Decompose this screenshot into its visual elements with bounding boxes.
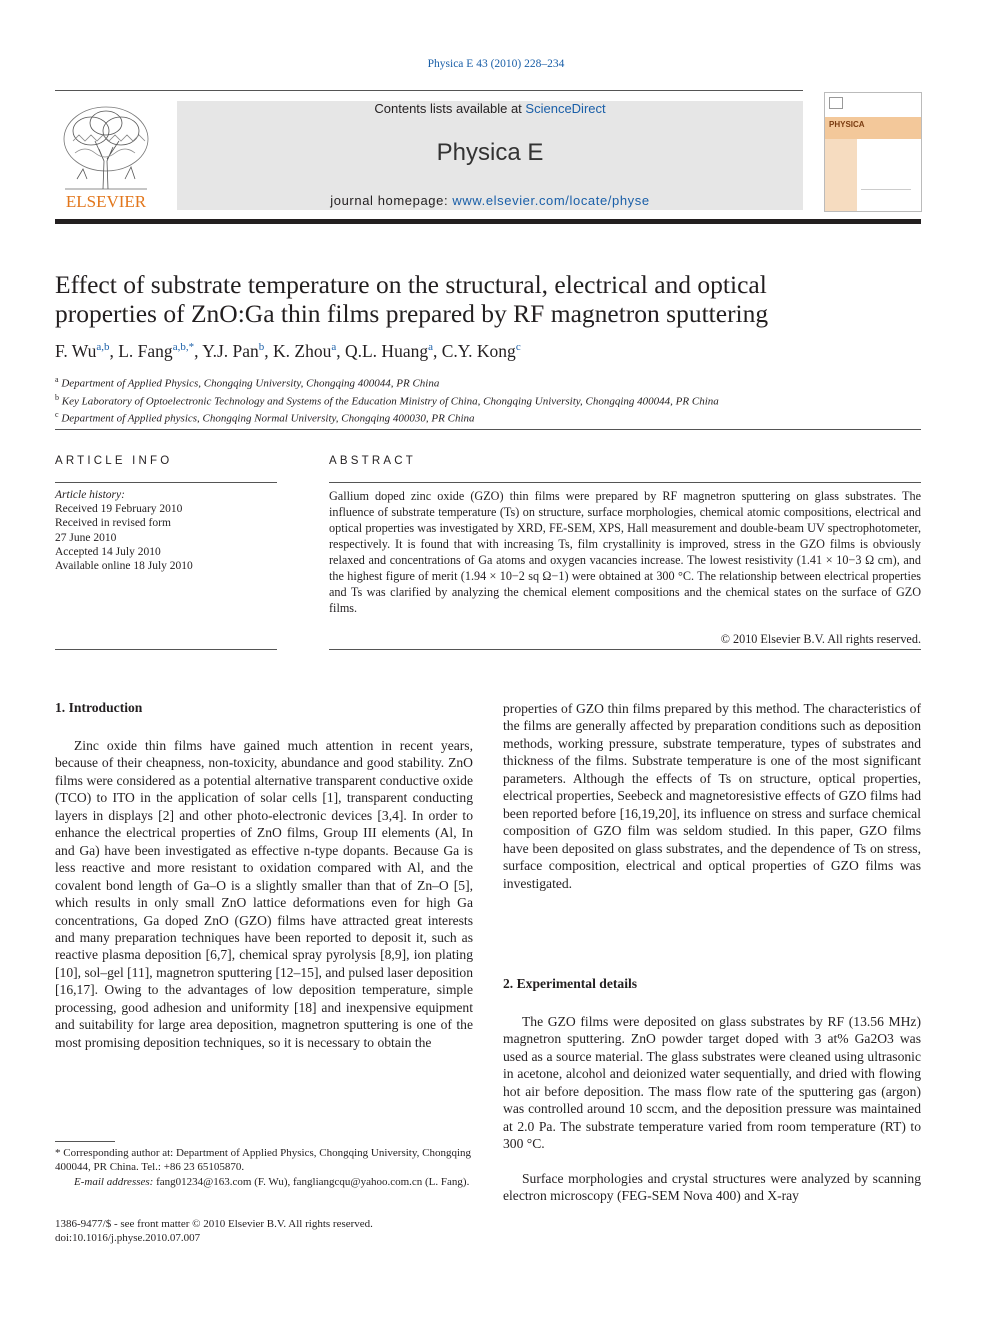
contents-prefix: Contents lists available at <box>374 101 522 116</box>
section-title-experimental: 2. Experimental details <box>503 976 638 991</box>
elsevier-logo[interactable] <box>55 101 157 211</box>
article-title-line-2: properties of ZnO:Ga thin films prepared by RF magnetron sputtering <box>55 299 769 328</box>
cover-title-band <box>825 117 921 139</box>
introduction-continued-paragraph: properties of GZO thin films prepared by this method. The characteristics of the films are generally affected by preparation conditions such as deposition methods, working pressure, substrate temperature, types of substrates and thickness of the films. Substrate temperature is one of the most significant parameters. Although the effects of Ts on structure, optical properties, electrical properties, Seebeck and magnetoresistive effects of GZO films had been reported before [16,19,20], its influence on stress and surface chemical composition of GZO film was seldom studied. In this paper, GZO films have been deposited on glass substrates, and the dependence of Ts on stress, surface composition, electrical and optical properties of GZO films was investigated. <box>503 701 921 891</box>
author-separator: , <box>109 341 119 361</box>
author-name: F. Wu <box>55 341 97 361</box>
author-affiliation-mark[interactable]: a,b,* <box>172 341 195 354</box>
author-name: Y.J. Pan <box>202 341 259 361</box>
affiliation-key: a <box>55 375 59 384</box>
affiliation-list <box>55 373 921 426</box>
affiliation-rule <box>55 429 921 430</box>
journal-citation[interactable]: Physica E 43 (2010) 228–234 <box>427 58 565 70</box>
journal-cover-thumbnail[interactable] <box>824 92 922 212</box>
homepage-prefix: journal homepage: <box>330 193 449 208</box>
abstract-copyright: © 2010 Elsevier B.V. All rights reserved. <box>720 632 921 646</box>
cover-rule <box>861 189 911 190</box>
author-name: K. Zhou <box>273 341 332 361</box>
cover-side-band <box>825 139 857 211</box>
history-item: Accepted 14 July 2010 <box>55 545 161 558</box>
experimental-paragraph-2: Surface morphologies and crystal structures were analyzed by scanning electron microscopy (FEG-SEM Nova 400) and X-ray <box>503 1171 921 1204</box>
issn-line: 1386-9477/$ - see front matter © 2010 Elsevier B.V. All rights reserved. <box>55 1218 373 1230</box>
history-item: Received in revised form <box>55 517 171 530</box>
author-affiliation-mark[interactable]: a <box>331 341 337 354</box>
history-item: Received 19 February 2010 <box>55 503 183 516</box>
author-separator: , <box>194 341 203 361</box>
author-affiliation-mark[interactable]: a,b <box>96 341 110 354</box>
abstract-heading: ABSTRACT <box>329 455 416 467</box>
affiliation-key: c <box>55 410 59 420</box>
affiliation-item <box>55 408 921 426</box>
author-name: L. Fang <box>118 341 173 361</box>
abstract-bottom-rule <box>329 649 921 650</box>
email-label: E-mail addresses: <box>74 1176 154 1188</box>
affiliation-item <box>55 391 921 409</box>
article-title <box>55 270 935 328</box>
author-name: C.Y. Kong <box>441 341 516 361</box>
author-separator: , <box>264 341 274 361</box>
article-info-rule <box>55 482 277 483</box>
journal-title: Physica E <box>436 139 544 166</box>
history-label: Article history: <box>55 489 125 501</box>
sciencedirect-link[interactable]: ScienceDirect <box>525 101 606 116</box>
affiliation-text: Department of Applied Physics, Chongqing University, Chongqing 400044, PR China <box>61 377 440 390</box>
elsevier-tree-icon <box>55 101 157 211</box>
abstract-text: Gallium doped zinc oxide (GZO) thin films were prepared by RF magnetron sputtering on glass substrates. The influence of substrate temperature (Ts) on structure, surface morphologies, chemical atomic compositions, electrical and optical properties was investigated by XRD, FE-SEM, XPS, Hall measurement and double-beam UV spectrophotometer, respectively. It is found that with increasing Ts, film crystallinity is improved, stress in the GZO films is obviously relaxed and concentrations of Ga atoms and oxygen vacancies increase. The lowest resistivity (1.41 × 10−3 Ω cm), and the highest figure of merit (1.94 × 10−2 sq Ω−1) were obtained at 300 °C. The relationship between electrical properties and Ts was clarified by analyzing the chemical element compositions and the chemical states on the surface of GZO films. <box>329 489 921 615</box>
journal-homepage <box>177 193 803 208</box>
author-affiliation-mark[interactable]: b <box>258 341 265 354</box>
corresponding-author-note: * Corresponding author at: Department of Applied Physics, Chongqing University, Chongqing 400044, PR China. Tel.: +86 23 65105870. <box>55 1147 472 1174</box>
article-title-line-1: Effect of substrate temperature on the structural, electrical and optical <box>55 270 767 299</box>
elsevier-wordmark: ELSEVIER <box>65 192 147 211</box>
article-info-bottom-rule <box>55 649 277 650</box>
author-list <box>55 341 921 362</box>
author-separator: , <box>432 341 442 361</box>
experimental-paragraph-1: The GZO films were deposited on glass substrates by RF (13.56 MHz) magnetron sputtering. ZnO powder target doped with 3 at% Ga2O3 was used as a source material. The glass substrates were cleaned using ultrasonic in acetone, alcohol and deionized water sequentially, and dried with flowing hot air before deposition. The mass flow rate of the sputtering gas (argon) was controlled around 10 sccm, and the deposition pressure was maintained at 2.0 Pa. The substrate temperature varied from room temperature (RT) to 300 °C. <box>503 1014 921 1152</box>
author-affiliation-mark[interactable]: a <box>428 341 433 354</box>
contents-line <box>177 101 803 116</box>
history-item: 27 June 2010 <box>55 531 117 544</box>
footnote-rule <box>55 1141 115 1142</box>
header-thick-rule <box>55 219 921 224</box>
author-separator: , <box>336 341 345 361</box>
cover-emblem-icon <box>829 97 843 109</box>
abstract-rule <box>329 482 921 483</box>
history-item: Available online 18 July 2010 <box>55 560 193 573</box>
email-note <box>55 1175 473 1189</box>
homepage-link[interactable]: www.elsevier.com/locate/physe <box>452 193 650 208</box>
doi-line[interactable]: doi:10.1016/j.physe.2010.07.007 <box>55 1232 201 1244</box>
article-info-heading: ARTICLE INFO <box>55 455 173 467</box>
author-name: Q.L. Huang <box>344 341 429 361</box>
affiliation-item <box>55 373 921 391</box>
section-title-introduction: 1. Introduction <box>55 700 143 715</box>
author-affiliation-mark[interactable]: c <box>515 341 521 354</box>
introduction-paragraph: Zinc oxide thin films have gained much attention in recent years, because of their cheapness, non-toxicity, abundance and good stability. ZnO films were considered as a potential alternative transparent conductive oxide (TCO) to ITO in the application of solar cells [1], transparent conducting layers in displays [2] and other photo-electronic devices [3,4]. In order to enhance the electrical properties of ZnO films, Group III elements (Al, In and Ga) have been investigated as effective n-type dopants. Because Ga is less reactive and more resistant to oxidation compared with Al, and the covalent bond length of Ga–O is a slightly smaller than that of Zn–O [5], which results in only small ZnO lattice deformations even for high Ga concentrations, Ga doped ZnO (GZO) films have attracted great interests and many preparation techniques have been reported to deposit it, such as reactive plasma deposition [6,7], chemical spray pyrolysis [8,9], ion plating [10], sol–gel [11], magnetron sputtering [12–15], and pulsed laser deposition [16,17]. Owing to the advantages of low deposition temperature, simple processing, good adhesion and uniformity [18] and inexpensive equipment and suitability for large area deposition, magnetron sputtering is one of the most promising deposition techniques, so it is necessary to obtain the <box>55 738 473 1050</box>
header-top-rule <box>55 90 803 91</box>
affiliation-text: Key Laboratory of Optoelectronic Technology and Systems of the Education Ministry of China, Chongqing University, Chongqing 400044, PR China <box>61 395 719 408</box>
cover-title: PHYSICA <box>829 120 865 129</box>
article-history <box>55 488 277 573</box>
email-addresses[interactable]: fang01234@163.com (F. Wu), fangliangcqu@yahoo.com.cn (L. Fang). <box>156 1176 470 1188</box>
affiliation-key: b <box>55 392 59 402</box>
affiliation-text: Department of Applied physics, Chongqing Normal University, Chongqing 400030, PR China <box>61 412 475 425</box>
